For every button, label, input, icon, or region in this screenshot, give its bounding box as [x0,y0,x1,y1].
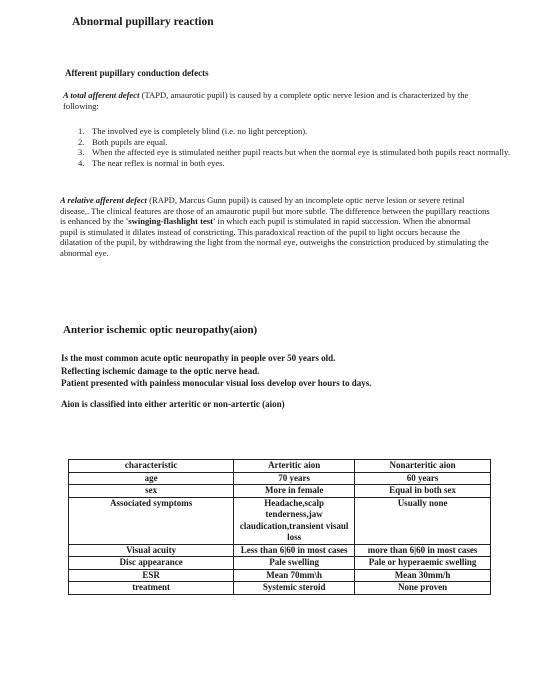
list-item [78,126,488,137]
afferent-heading: Afferent pupillary conduction defects [65,68,209,78]
table-row [69,557,491,570]
rapd-text-end: in which each pupil is stimulated in rapid succession. When the abnormal pupil is stimulated it dilates instead of constricting. This paradoxical reaction of the pupil to light occurs because the dilatation of the pupil, by withdrawing the light from the normal eye, outweighs the constriction produced by stimulating the abnormal eye. [60,216,489,258]
table-cell: Associated symptoms [69,497,234,544]
tapd-term: A total afferent defect [63,90,140,100]
table-cell: more than 6|60 in most cases [355,544,491,557]
aion-heading: Anterior ischemic optic neuropathy(aion) [63,324,258,336]
column-header: Nonarteritic aion [355,460,491,473]
tapd-paragraph [63,90,483,111]
list-item [78,147,510,158]
table-cell: None proven [355,582,491,595]
table-cell: treatment [69,582,234,595]
table-cell: 60 years [355,472,491,485]
tapd-text: (TAPD, amaurotic pupil) is caused by a complete optic nerve lesion and is characterized by the following: [63,90,469,111]
table-cell: Systemic steroid [234,582,355,595]
list-item-text: When the affected eye is stimulated neither pupil reacts but when the normal eye is stimulated both pupils react normally. [92,147,510,158]
swinging-flashlight-term: 'swinging-flashlight test' [125,216,216,227]
table-cell: Visual acuity [69,544,234,557]
aion-summary-line: Is the most common acute optic neuropathy in people over 50 years old. [61,353,336,363]
table-cell: Mean 30mm/h [355,569,491,582]
table-cell: Disc appearance [69,557,234,570]
list-item [78,158,488,169]
tapd-feature-list [78,126,510,168]
table-cell: ESR [69,569,234,582]
table-cell: 70 years [234,472,355,485]
column-header: Arteritic aion [234,460,355,473]
aion-summary-line: Reflecting ischemic damage to the optic nerve head. [61,365,260,376]
table-cell: Pale swelling [234,557,355,570]
table-cell: Usually none [355,497,491,544]
list-item-number: 4. [78,157,85,168]
rapd-term: A relative afferent defect [60,195,147,205]
table-cell: age [69,472,234,485]
list-item [78,137,488,148]
list-item-text: The near reflex is normal in both eyes. [92,157,225,168]
table-cell: Headache,scalp tenderness,jaw claudication,transient visaul loss [234,497,355,544]
table-row [69,544,491,557]
table-cell: More in female [234,485,355,498]
list-item-number: 2. [78,136,85,147]
page-title: Abnormal pupillary reaction [72,16,214,28]
aion-summary [61,352,372,390]
aion-summary-line: Patient presented with painless monocular visual loss develop over hours to days. [61,378,372,388]
table-row [69,497,491,544]
table-row [69,472,491,485]
table-row [69,569,491,582]
column-header: characteristic [69,460,234,473]
aion-comparison-table [68,459,491,595]
table-cell: Mean 70mm\h [234,569,355,582]
table-cell: Less than 6|60 in most cases [234,544,355,557]
table-cell: Pale or hyperaemic swelling [355,557,491,570]
table-cell: sex [69,485,234,498]
table-cell: Equal in both sex [355,485,491,498]
table-row [69,582,491,595]
list-item-text: Both pupils are equal. [92,136,168,147]
aion-classification: Aion is classified into either arteritic or non-artertic (aion) [61,399,285,409]
list-item-number: 3. [78,147,85,158]
rapd-paragraph [60,195,490,259]
table-row [69,485,491,498]
list-item-text: The involved eye is completely blind (i.e. no light perception). [92,126,308,136]
list-item-number: 1. [78,126,85,136]
rapd-text: (RAPD, Marcus Gunn pupil) is caused by an incomplete optic nerve lesion or severe retinal disease,. The clinical features are those of an amaurotic pupil but more subtle. The difference between the pupillary reactions is enhanced by the [60,195,490,227]
table-header-row [69,460,491,473]
